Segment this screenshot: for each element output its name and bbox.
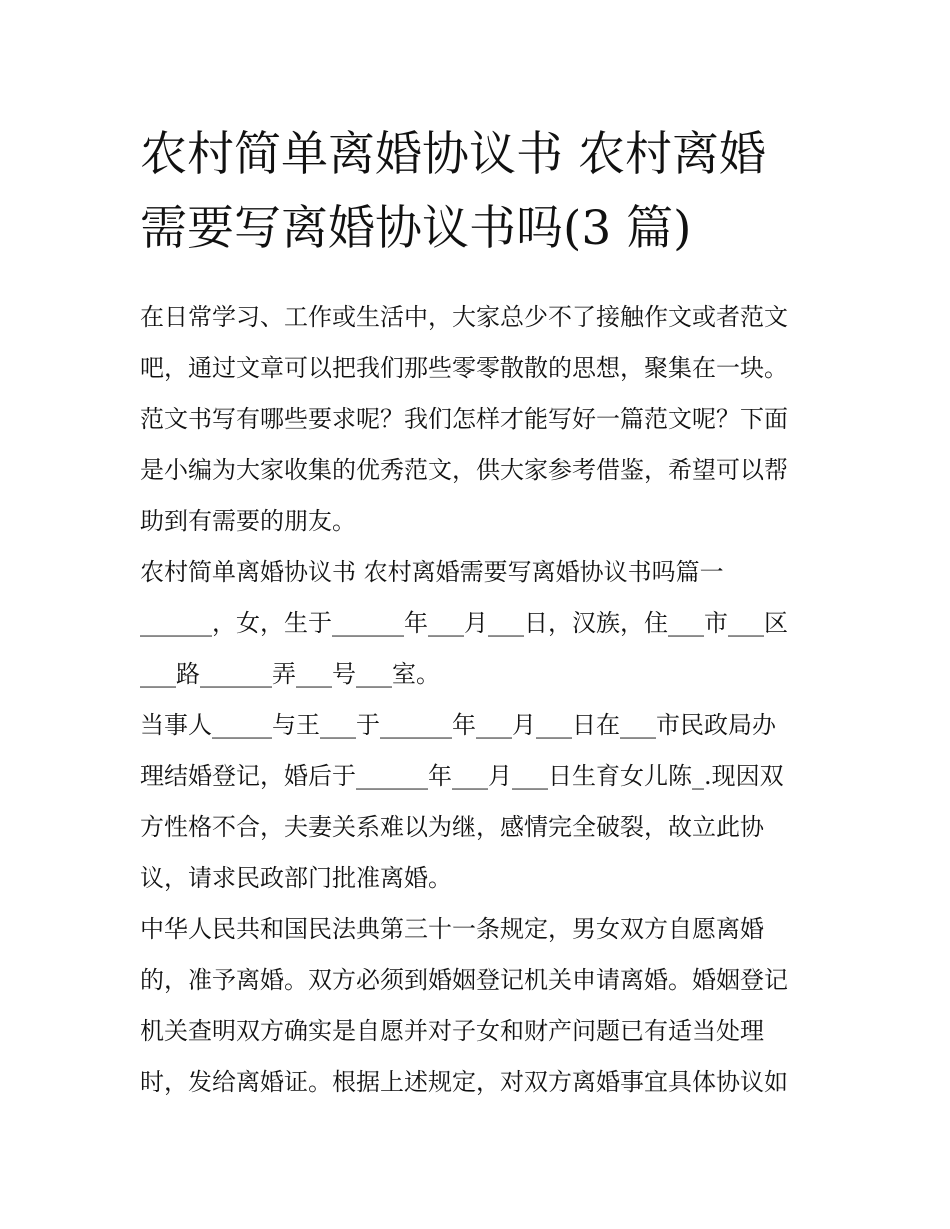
text-line: 中华人民共和国民法典第三十一条规定，男女双方自愿离婚	[140, 915, 764, 943]
document-page	[140, 118, 812, 1108]
text-line: 时，发给离婚证。根据上述规定，对双方离婚事宜具体协议如	[140, 1068, 788, 1096]
text-line: 方性格不合，夫妻关系难以为继，感情完全破裂，故立此协	[140, 813, 764, 841]
text-line: 范文书写有哪些要求呢？我们怎样才能写好一篇范文呢？下面	[140, 405, 788, 433]
title-line: 需要写离婚协议书吗(3 篇)	[140, 201, 692, 256]
text-line: 机关查明双方确实是自愿并对子女和财产问题已有适当处理	[140, 1017, 764, 1045]
title-line: 农村简单离婚协议书 农村离婚	[140, 127, 766, 182]
text-line: ______，女，生于______年___月___日，汉族，住___市___区	[140, 609, 788, 637]
text-line: 助到有需要的朋友。	[140, 507, 356, 535]
text-line: 议，请求民政部门批准离婚。	[140, 864, 452, 892]
section-heading	[140, 547, 812, 598]
legal-basis-paragraph	[140, 904, 812, 1108]
text-line: 是小编为大家收集的优秀范文，供大家参考借鉴，希望可以帮	[140, 456, 788, 484]
intro-paragraph	[140, 292, 812, 547]
text-line: 吧，通过文章可以把我们那些零零散散的思想，聚集在一块。	[140, 354, 788, 382]
document-title	[140, 118, 812, 266]
party-info-paragraph	[140, 598, 812, 700]
text-line: 理结婚登记，婚后于______年___月___日生育女儿陈_.现因双	[140, 762, 784, 790]
text-line: 当事人_____与王___于______年___月___日在___市民政局办	[140, 711, 776, 739]
text-line: 在日常学习、工作或生活中，大家总少不了接触作文或者范文	[140, 303, 788, 331]
text-line: 农村简单离婚协议书 农村离婚需要写离婚协议书吗篇一	[140, 558, 724, 586]
document-body	[140, 292, 812, 1108]
marriage-info-paragraph	[140, 700, 812, 904]
text-line: ___路______弄___号___室。	[140, 660, 440, 688]
text-line: 的，准予离婚。双方必须到婚姻登记机关申请离婚。婚姻登记	[140, 966, 788, 994]
